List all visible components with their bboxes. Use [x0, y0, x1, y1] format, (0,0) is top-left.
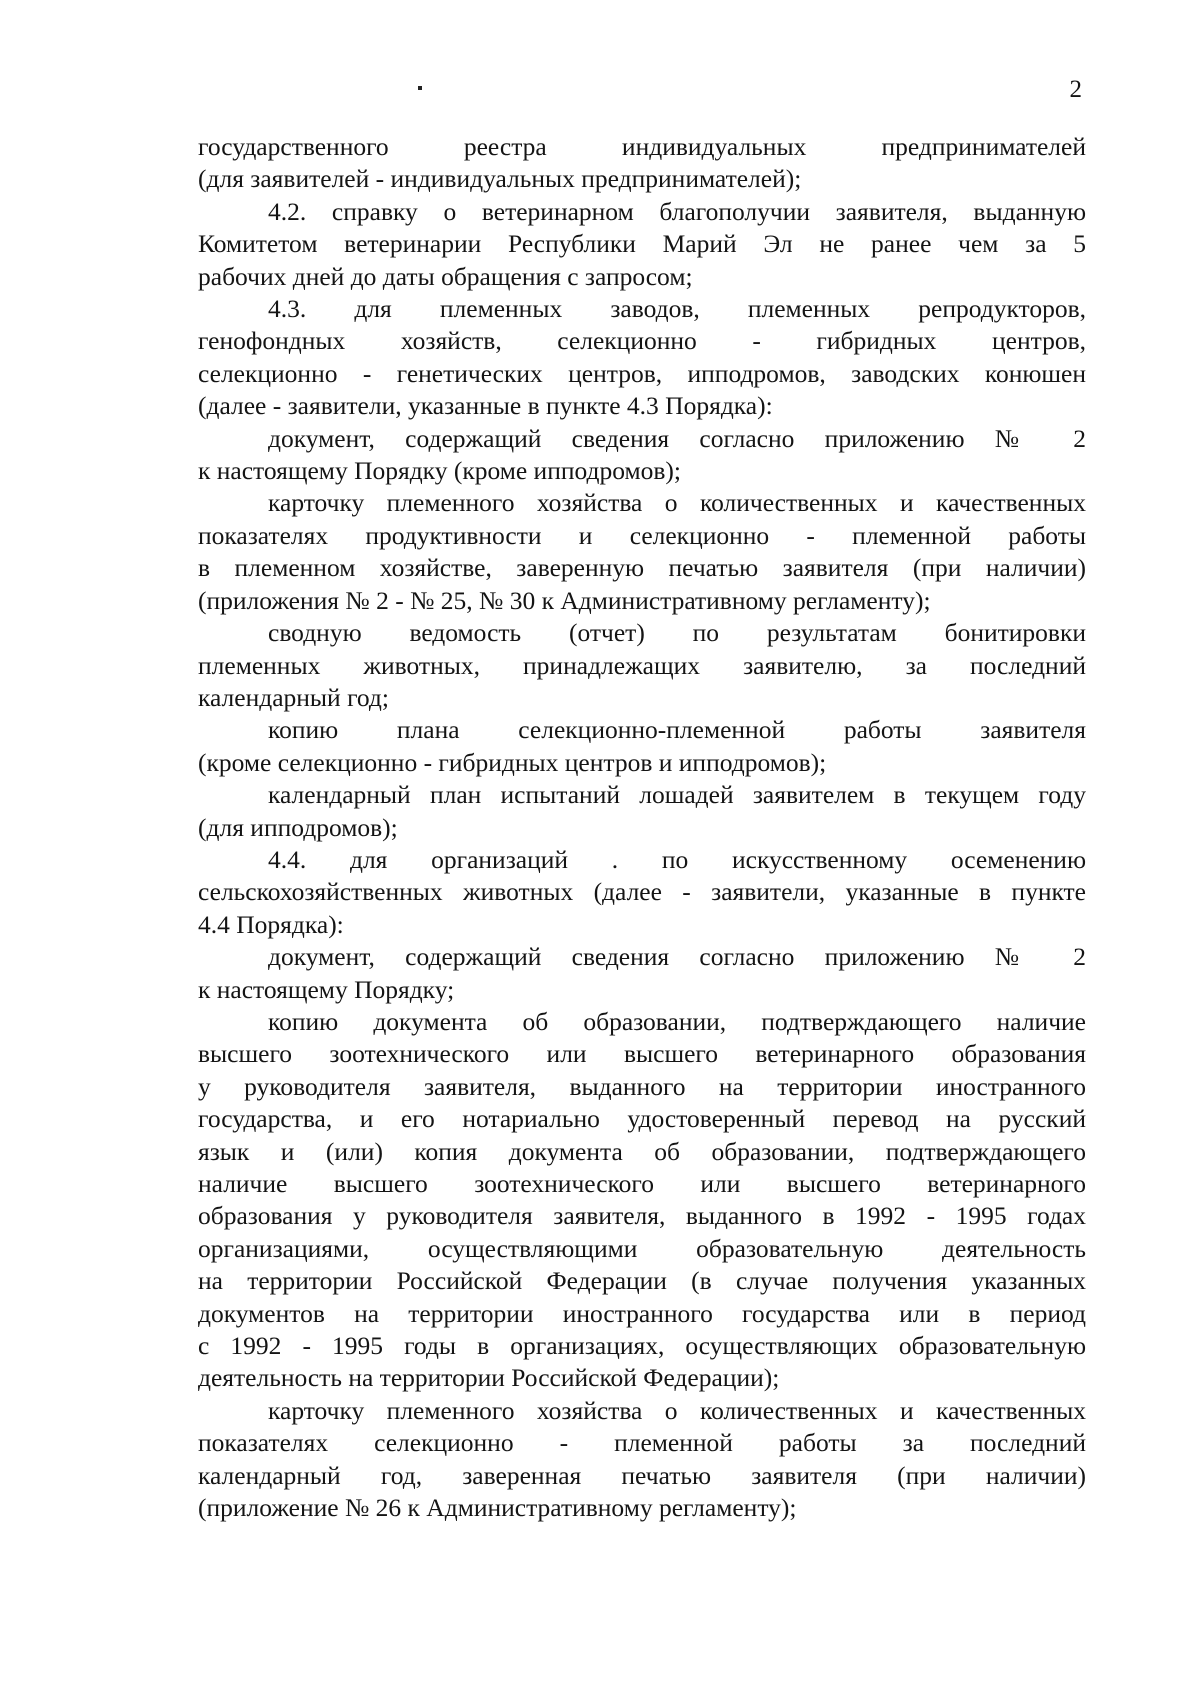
text-line: (приложение № 26 к Административному регламенту); [198, 1493, 797, 1523]
text-line: к настоящему Порядку (кроме ипподромов); [198, 456, 682, 486]
text-line: у руководителя заявителя, выданного на территории иностранного [198, 1071, 1086, 1101]
text-line: показателях продуктивности и селекционно - племенной работы [198, 520, 1086, 550]
text-line: сельскохозяйственных животных (далее - заявители, указанные в пункте [198, 877, 1086, 907]
page-number: 2 [1069, 76, 1082, 103]
text-line: копию плана селекционно-племенной работы заявителя [268, 715, 1086, 745]
text-line: документ, содержащий сведения согласно приложению № 2 [268, 423, 1086, 453]
text-line: карточку племенного хозяйства о количественных и качественных [268, 488, 1086, 518]
scan-speck [418, 86, 422, 90]
text-line: государственного реестра индивидуальных предпринимателей [198, 132, 1086, 161]
text-line: племенных животных, принадлежащих заявителю, за последний [198, 650, 1086, 680]
text-line: карточку племенного хозяйства о количественных и качественных [268, 1395, 1086, 1425]
text-line: государства, и его нотариально удостоверенный перевод на русский [198, 1104, 1086, 1134]
text-line: показателях селекционно - племенной работы за последний [198, 1428, 1086, 1458]
text-line: селекционно - генетических центров, ипподромов, заводских конюшен [198, 358, 1086, 388]
text-line: (далее - заявители, указанные в пункте 4.3 Порядка): [198, 391, 773, 421]
text-line: организациями, осуществляющими образовательную деятельность [198, 1233, 1086, 1263]
text-line: язык и (или) копия документа об образовании, подтверждающего [198, 1136, 1086, 1166]
text-line: 4.4. для организаций . по искусственному осеменению [268, 844, 1086, 874]
text-line: календарный год; [198, 682, 389, 712]
text-line: в племенном хозяйстве, заверенную печатью заявителя (при наличии) [198, 553, 1086, 583]
text-line: высшего зоотехнического или высшего ветеринарного образования [198, 1039, 1086, 1069]
text-line: сводную ведомость (отчет) по результатам бонитировки [268, 618, 1086, 648]
text-line: календарный год, заверенная печатью заявителя (при наличии) [198, 1460, 1086, 1490]
text-line: (для ипподромов); [198, 812, 398, 842]
text-line: документ, содержащий сведения согласно приложению № 2 [268, 942, 1086, 972]
text-line: 4.2. справку о ветеринарном благополучии заявителя, выданную [268, 196, 1086, 226]
text-line: на территории Российской Федерации (в случае получения указанных [198, 1266, 1086, 1296]
text-line: (для заявителей - индивидуальных предпринимателей); [198, 164, 802, 194]
text-line: календарный план испытаний лошадей заявителем в текущем году [268, 780, 1086, 810]
text-line: 4.4 Порядка): [198, 909, 344, 939]
text-line: копию документа об образовании, подтверждающего наличие [268, 1006, 1086, 1036]
text-line: документов на территории иностранного государства или в период [198, 1298, 1086, 1328]
text-line: наличие высшего зоотехнического или высшего ветеринарного [198, 1169, 1086, 1198]
document-body [198, 131, 1086, 1524]
text-line: с 1992 - 1995 годы в организациях, осуществляющих образовательную [198, 1331, 1086, 1361]
text-line: Комитетом ветеринарии Республики Марий Эл не ранее чем за 5 [198, 229, 1086, 259]
text-line: (приложения № 2 - № 25, № 30 к Административному регламенту); [198, 585, 931, 615]
text-line: к настоящему Порядку; [198, 974, 455, 1004]
text-line: (кроме селекционно - гибридных центров и ипподромов); [198, 747, 827, 777]
text-line: рабочих дней до даты обращения с запросом; [198, 261, 693, 291]
text-line: 4.3. для племенных заводов, племенных репродукторов, [268, 294, 1086, 324]
text-line: деятельность на территории Российской Федерации); [198, 1363, 780, 1393]
text-line: образования у руководителя заявителя, выданного в 1992 - 1995 годах [198, 1201, 1086, 1231]
text-line: генофондных хозяйств, селекционно - гибридных центров, [198, 326, 1086, 356]
